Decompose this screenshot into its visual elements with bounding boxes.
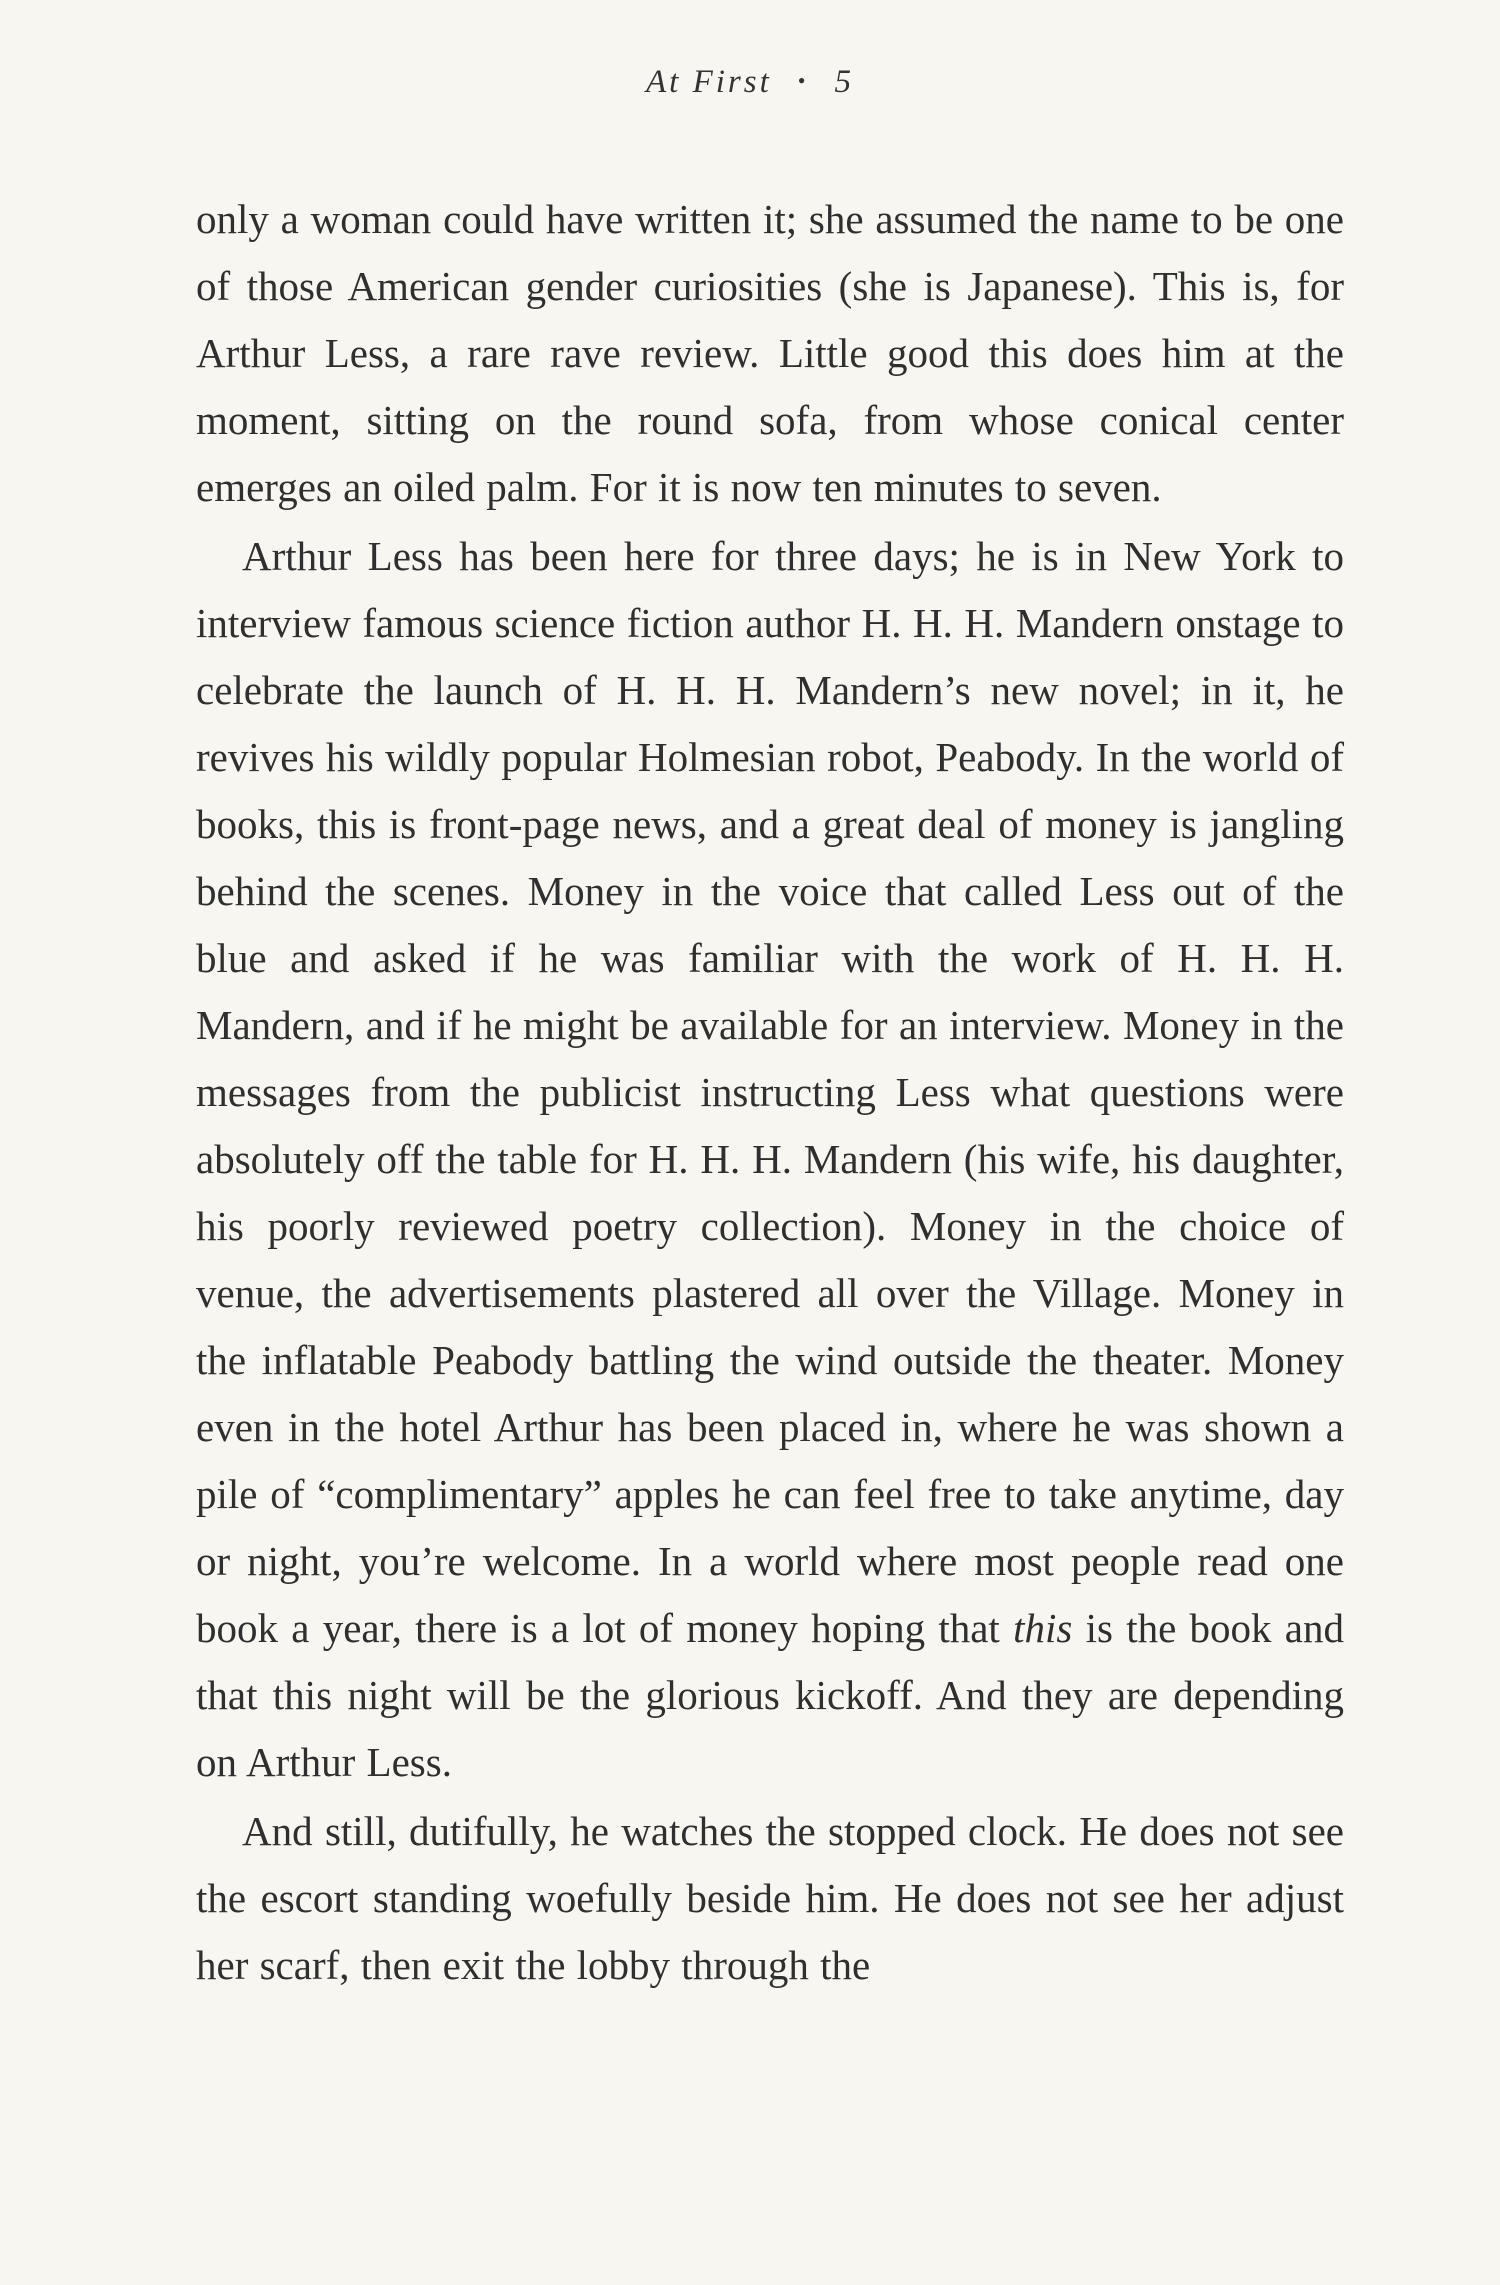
paragraph-2-text: Arthur Less has been here for three days; he is in New York to interview famous science fiction author H. H. H. Mandern onstage to celebrate the launch of H. H. H. Mandern’s new novel; in it, he revives his wildly popular Holmesian robot, Peabody. In the world of books, this is front-page news, and a great deal of money is jangling behind the scenes. Money in the voice that called Less out of the blue and asked if he was familiar with the work of H. H. H. Mandern, and if he might be available for an interview. Money in the messages from the publicist instructing Less what questions were absolutely off the table for H. H. H. Mandern (his wife, his daughter, his poorly reviewed poetry collection). Money in the choice of venue, the advertisements plastered all over the Village. Money in the inflatable Peabody battling the wind outside the theater. Money even in the hotel Arthur has been placed in, where he was shown a pile of “complimentary” apples he can feel free to take anytime, day or night, you’re welcome. In a world where most people read one book a year, there is a lot of money hoping that [196,533,1344,1651]
header-separator: • [797,68,809,93]
paragraph-2 [196,523,1344,1796]
page-number: 5 [834,64,854,100]
paragraph-3: And still, dutifully, he watches the stopped clock. He does not see the escort standing woefully beside him. He does not see her adjust her scarf, then exit the lobby through the [196,1808,1344,1988]
paragraph-1: only a woman could have written it; she assumed the name to be one of those American gender curiosities (she is Japanese). This is, for Arthur Less, a rare rave review. Little good this does him at the moment, sitting on the round sofa, from whose conical center emerges an oiled palm. For it is now ten minutes to seven. [196,196,1344,510]
running-head [0,64,1500,101]
italic-emphasis: this [1013,1605,1073,1651]
chapter-title: At First [646,64,772,100]
paragraph-2-text-after: is the book and that this night will be the glorious kickoff. And they are depending on Arthur Less. [196,1605,1344,1785]
body-text [196,186,1344,1999]
